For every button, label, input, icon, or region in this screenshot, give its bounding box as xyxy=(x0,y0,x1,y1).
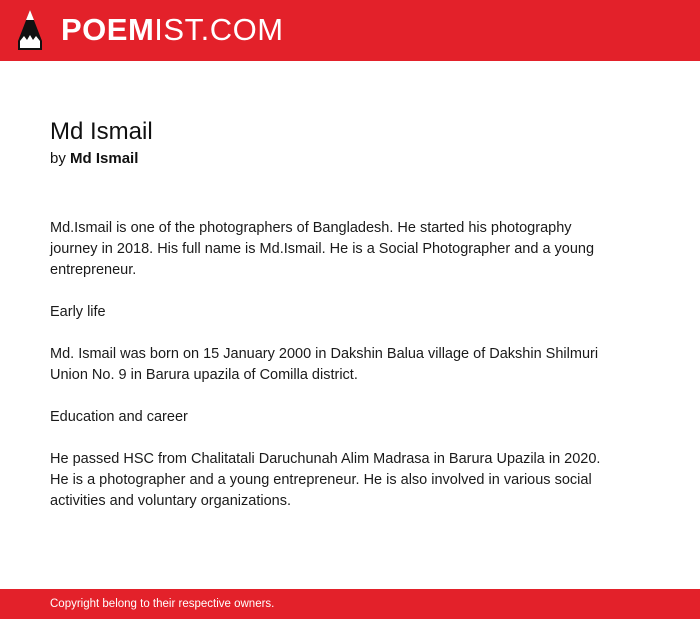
site-footer xyxy=(0,589,700,619)
section-heading: Education and career xyxy=(50,409,188,425)
author-name: Md Ismail xyxy=(70,150,139,167)
byline-prefix: by xyxy=(50,150,66,167)
poem-paragraph: Md.Ismail is one of the photographers of Bangladesh. He started his photography journey in 2018. His full name is Md.Ismail. He is a Social Photographer and a young entrepreneur. xyxy=(50,220,595,278)
poem-paragraph: He passed HSC from Chalitatali Daruchunah Alim Madrasa in Barura Upazila in 2020. He is a photographer and a young entrepreneur. He is also involved in various social activities and voluntary organizations. xyxy=(50,451,601,509)
poem-body xyxy=(50,218,610,533)
site-logo[interactable] xyxy=(61,12,284,48)
logo-text-bold: POEM xyxy=(61,12,155,47)
poem-paragraph: Md. Ismail was born on 15 January 2000 in Dakshin Balua village of Dakshin Shilmuri Union No. 9 in Barura upazila of Comilla district. xyxy=(50,346,599,383)
copyright-text: Copyright belong to their respective owners. xyxy=(50,598,275,610)
section-heading: Early life xyxy=(50,304,106,320)
byline xyxy=(50,149,138,169)
site-header xyxy=(0,0,700,61)
pencil-tip-icon xyxy=(16,9,44,51)
poem-title: Md Ismail xyxy=(50,118,153,145)
logo-text-light: IST.COM xyxy=(154,12,284,47)
